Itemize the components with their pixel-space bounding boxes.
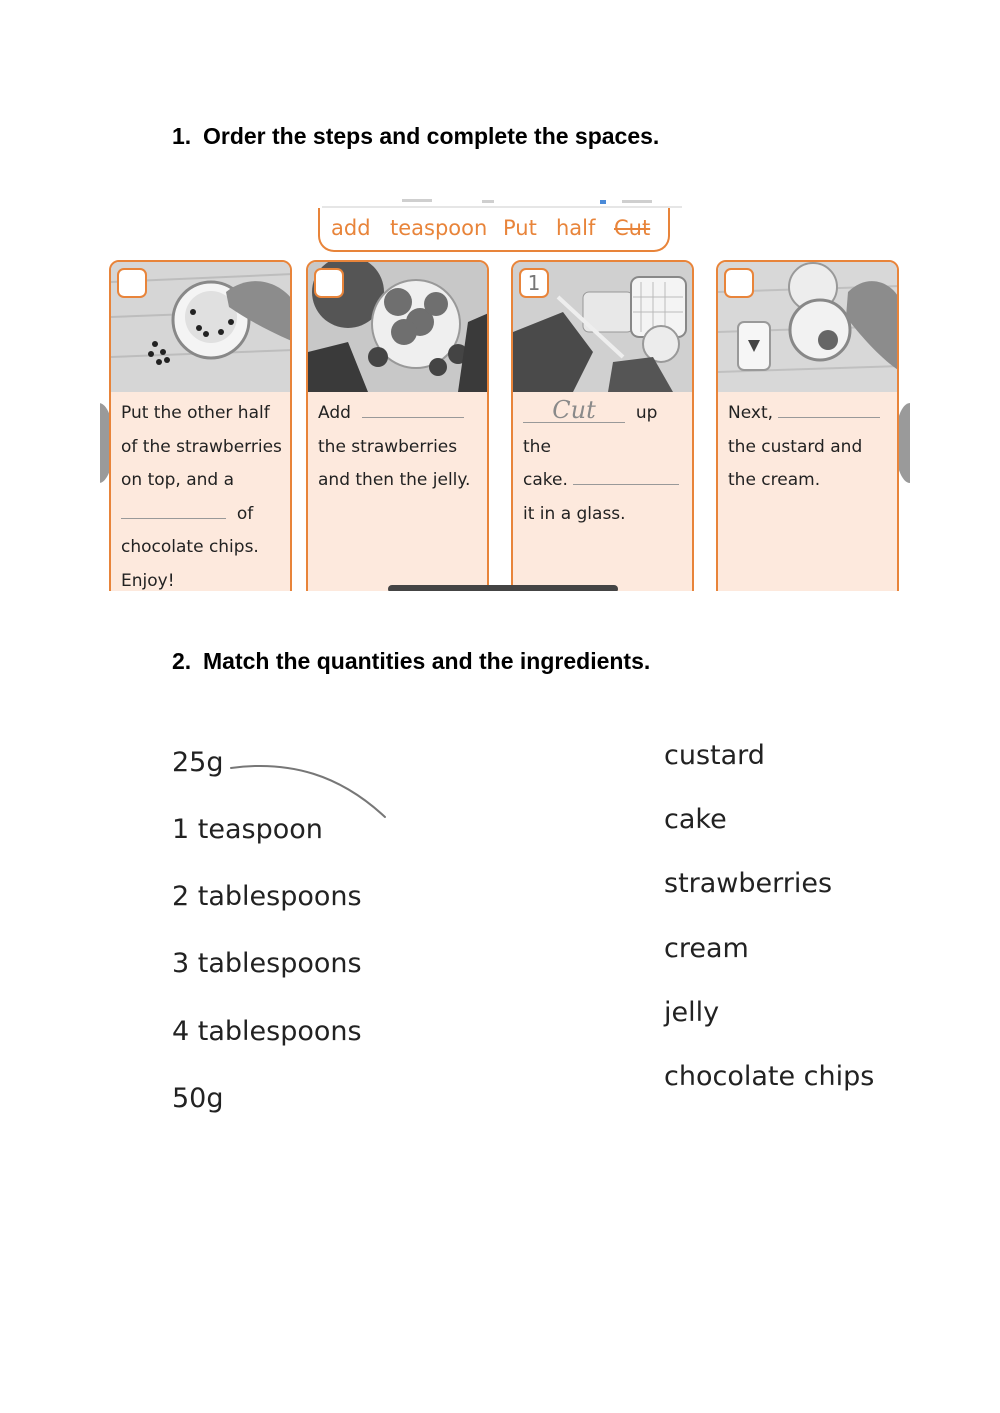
exercise-1-number: 1. — [172, 123, 192, 149]
step-line: of — [236, 503, 254, 524]
step-order-box[interactable] — [314, 268, 344, 298]
word-bank — [318, 208, 670, 252]
quantity-item[interactable]: 50g — [172, 1083, 224, 1114]
step-text — [728, 397, 889, 498]
exercise-2-instruction: Match the quantities and the ingredients. — [203, 648, 651, 674]
exercise-2-heading — [172, 648, 650, 675]
recipe-steps-strip — [100, 258, 910, 591]
quantity-item[interactable]: 1 teaspoon — [172, 814, 323, 845]
ingredient-item[interactable]: chocolate chips — [664, 1061, 875, 1092]
step-line: Enjoy! — [121, 570, 175, 591]
word-bank-word-put: Put — [503, 216, 537, 240]
step-line: of the strawberries — [121, 436, 282, 457]
step-text — [523, 397, 684, 531]
step-line: Next, — [728, 403, 774, 423]
step-line: and then the jelly. — [318, 470, 471, 490]
word-bank-word-teaspoon: teaspoon — [390, 216, 488, 240]
word-bank-word-add: add — [331, 216, 371, 240]
recipe-step-card — [716, 260, 899, 591]
step-line: chocolate chips. — [121, 537, 259, 557]
answer-blank[interactable] — [573, 468, 679, 485]
step-line: on top, and a — [121, 470, 235, 490]
exercise-1-instruction: Order the steps and complete the spaces. — [203, 123, 660, 149]
step-order-box[interactable] — [117, 268, 147, 298]
step-line: it in a glass. — [523, 503, 626, 524]
step-line: Add — [318, 403, 351, 423]
answer-blank[interactable] — [362, 401, 464, 418]
word-bank-word-cut: Cut — [614, 216, 651, 240]
step-text — [318, 397, 479, 498]
ingredient-item[interactable]: cream — [664, 933, 749, 964]
exercise-1-heading — [172, 123, 659, 150]
ingredient-item[interactable]: jelly — [664, 997, 720, 1028]
quantity-item[interactable]: 25g — [172, 747, 224, 778]
quantity-item[interactable]: 4 tablespoons — [172, 1016, 362, 1047]
exercise-2-number: 2. — [172, 648, 192, 674]
word-bank-word-half: half — [556, 216, 596, 240]
recipe-step-card — [511, 260, 694, 591]
scrollbar-remnant — [388, 585, 618, 591]
quantity-item[interactable]: 2 tablespoons — [172, 881, 362, 912]
answer-blank[interactable] — [778, 401, 880, 418]
ingredient-item[interactable]: cake — [664, 804, 727, 835]
recipe-step-card — [306, 260, 489, 591]
quantity-item[interactable]: 3 tablespoons — [172, 948, 362, 979]
step-line: Put the other half — [121, 403, 270, 423]
ingredient-item[interactable]: strawberries — [664, 868, 833, 899]
recipe-step-card — [109, 260, 292, 591]
ingredient-item[interactable]: custard — [664, 740, 765, 771]
step-line: the cream. — [728, 470, 821, 490]
step-line: the custard and — [728, 436, 863, 457]
step-line: up the — [523, 403, 658, 457]
step-order-box[interactable] — [724, 268, 754, 298]
step-line: the strawberries — [318, 436, 458, 457]
answer-blank-filled[interactable]: Cut — [523, 398, 625, 423]
step-line: cake. — [523, 470, 568, 490]
answer-blank[interactable] — [121, 502, 226, 519]
step-text — [121, 397, 282, 591]
step-order-box[interactable]: 1 — [519, 268, 549, 298]
